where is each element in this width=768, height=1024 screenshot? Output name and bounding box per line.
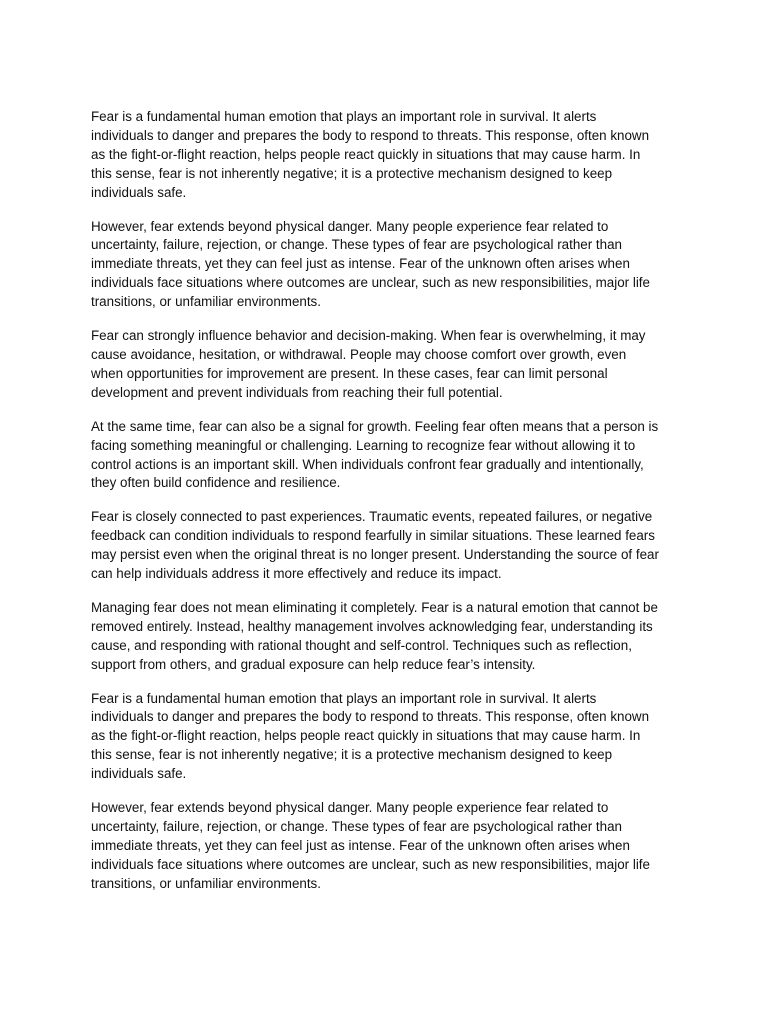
text-line: At the same time, fear can also be a signal for growth. Feeling fear often means that a person is <box>91 418 659 434</box>
text-line: removed entirely. Instead, healthy management involves acknowledging fear, understanding its <box>91 618 653 634</box>
text-line: this sense, fear is not inherently negative; it is a protective mechanism designed to keep <box>91 165 613 181</box>
text-line: they often build confidence and resilience. <box>91 475 341 491</box>
text-line: development and prevent individuals from reaching their full potential. <box>91 384 503 400</box>
text-line: individuals to danger and prepares the body to respond to threats. This response, often known <box>91 709 650 725</box>
text-line: individuals safe. <box>91 184 187 200</box>
paragraph-6 <box>91 599 681 675</box>
paragraph-4 <box>91 418 681 494</box>
text-line: cause, and responding with rational thought and self-control. Techniques such as reflection, <box>91 637 632 653</box>
text-line: this sense, fear is not inherently negative; it is a protective mechanism designed to keep <box>91 747 613 763</box>
text-line: transitions, or unfamiliar environments. <box>91 294 321 310</box>
paragraph-3 <box>91 327 681 403</box>
text-line: individuals safe. <box>91 766 187 782</box>
text-line: as the fight-or-flight reaction, helps people react quickly in situations that may cause harm. In <box>91 146 641 162</box>
text-line: Fear is a fundamental human emotion that plays an important role in survival. It alerts <box>91 690 597 706</box>
paragraph-8 <box>91 799 681 894</box>
text-line: immediate threats, yet they can feel just as intense. Fear of the unknown often arises when <box>91 837 630 853</box>
paragraph-2 <box>91 218 681 313</box>
text-line: cause avoidance, hesitation, or withdrawal. People may choose comfort over growth, even <box>91 346 627 362</box>
text-line: can help individuals address it more effectively and reduce its impact. <box>91 566 502 582</box>
paragraph-5 <box>91 508 681 584</box>
text-line: uncertainty, failure, rejection, or change. These types of fear are psychological rather than <box>91 237 622 253</box>
text-line: when opportunities for improvement are present. In these cases, fear can limit personal <box>91 365 608 381</box>
text-line: facing something meaningful or challenging. Learning to recognize fear without allowing it to <box>91 437 636 453</box>
text-line: uncertainty, failure, rejection, or change. These types of fear are psychological rather than <box>91 819 622 834</box>
text-line: as the fight-or-flight reaction, helps people react quickly in situations that may cause harm. In <box>91 728 641 744</box>
text-line: feedback can condition individuals to respond fearfully in similar situations. These learned fears <box>91 528 655 544</box>
paragraph-7 <box>91 690 681 785</box>
text-line: Fear is closely connected to past experiences. Traumatic events, repeated failures, or negative <box>91 509 653 525</box>
text-line: However, fear extends beyond physical danger. Many people experience fear related to <box>91 218 609 234</box>
text-line: However, fear extends beyond physical danger. Many people experience fear related to <box>91 800 609 816</box>
text-line: individuals face situations where outcomes are unclear, such as new responsibilities, major life <box>91 856 650 872</box>
paragraph-1 <box>91 108 681 203</box>
text-line: individuals to danger and prepares the body to respond to threats. This response, often known <box>91 127 650 143</box>
text-line: immediate threats, yet they can feel just as intense. Fear of the unknown often arises when <box>91 256 630 272</box>
text-line: support from others, and gradual exposure can help reduce fear’s intensity. <box>91 656 536 672</box>
text-line: transitions, or unfamiliar environments. <box>91 875 321 891</box>
text-line: Fear is a fundamental human emotion that plays an important role in survival. It alerts <box>91 109 597 124</box>
document-page <box>91 108 681 909</box>
text-line: individuals face situations where outcomes are unclear, such as new responsibilities, major life <box>91 275 650 291</box>
text-line: Managing fear does not mean eliminating it completely. Fear is a natural emotion that cannot be <box>91 599 658 615</box>
text-line: may persist even when the original threat is no longer present. Understanding the source of fear <box>91 547 659 563</box>
text-line: Fear can strongly influence behavior and decision-making. When fear is overwhelming, it may <box>91 328 646 344</box>
text-line: control actions is an important skill. When individuals confront fear gradually and intentionally, <box>91 456 644 472</box>
